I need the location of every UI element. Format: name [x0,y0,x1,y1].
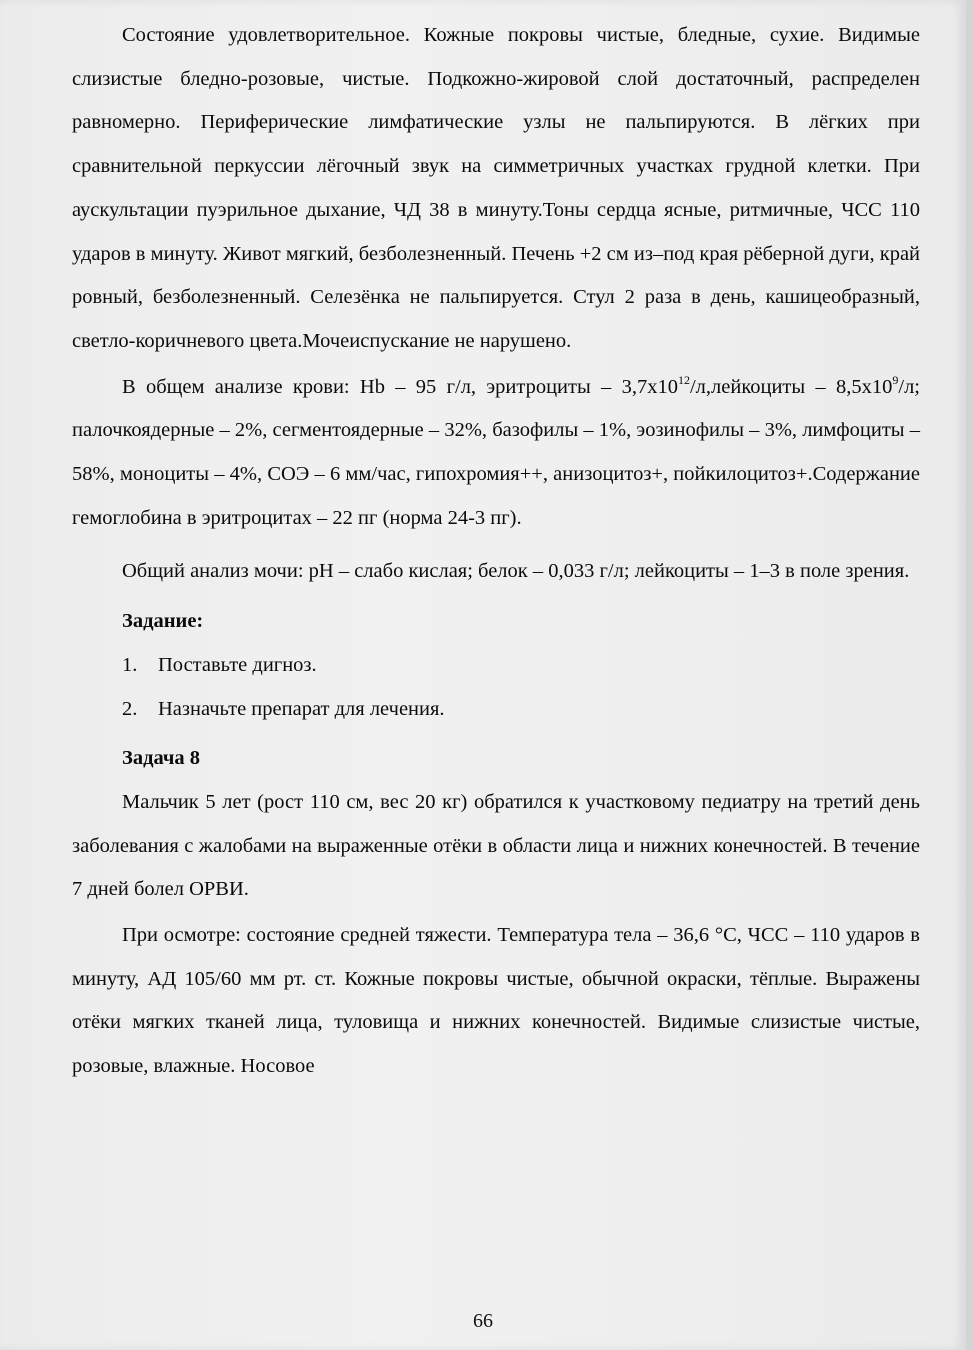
next-task-title: Задача 8 [122,747,201,770]
page-number: 66 [473,1310,493,1332]
task-number: 1. [122,653,138,676]
blood-test-text-2: /л,лейкоциты – 8,5х10 [689,375,893,398]
task-number: 2. [122,697,138,720]
urine-test-paragraph: Общий анализ мочи: pH – слабо кислая; белок – 0,033 г/л; лейкоциты – 1–3 в поле зрения. [122,560,910,583]
next-task-complaint-paragraph: Мальчик 5 лет (рост 110 см, вес 20 кг) обратился к участковому педиатру на третий день заболевания с жалобами на выраженные отёки в области лица и нижних конечностей. В течение 7 дней болел ОРВИ. [72,790,920,901]
blood-test-paragraph [72,366,920,541]
patient-status-paragraph: Состояние удовлетворительное. Кожные покровы чистые, бледные, сухие. Видимые слизистые бледно-розовые, чистые. Подкожно-жировой слой достаточный, распределен равномерно. Периферические лимфатические узлы не пальпируются. В лёгких при сравнительной перкуссии лёгочный звук на симметричных участках грудной клетки. При аускультации пуэрильное дыхание, ЧД 38 в минуту.Тоны сердца ясные, ритмичные, ЧСС 110 ударов в минуту. Живот мягкий, безболезненный. Печень +2 см из–под края рёберной дуги, край ровный, безболезненный. Селезёнка не пальпируется. Стул 2 раза в день, кашицеобразный, светло-коричневого цвета.Мочеиспускание не нарушено. [72,24,921,352]
task-item [72,688,920,732]
task-list [72,644,920,731]
task-text: Назначьте препарат для лечения. [158,697,445,720]
task-text: Поставьте дигноз. [158,653,317,676]
task-heading: Задание: [122,610,204,633]
blood-test-exponent-2: 9 [892,372,899,387]
page-content [72,14,920,1089]
next-task-exam-paragraph: При осмотре: состояние средней тяжести. Температура тела – 36,6 °С, ЧСС – 110 ударов в минуту, АД 105/60 мм рт. ст. Кожные покровы чистые, обычной окраски, тёплые. Выражены отёки мягких тканей лица, туловища и нижних конечностей. Видимые слизистые чистые, розовые, влажные. Носовое [72,924,920,1078]
blood-test-text-3: /л; палочкоядерные – 2%, сегментоядерные – 32%, базофилы – 1%, эозинофилы – 3%, лимфоциты – 58%, моноциты – 4%, СОЭ – 6 мм/час, гипохромия++, анизоцитоз+, пойкилоцитоз+.Содержание гемоглобина в эритроцитах – 22 пг (норма 24-3 пг). [72,375,920,529]
blood-test-exponent-1: 12 [677,372,690,387]
blood-test-text-1: В общем анализе крови: Hb – 95 г/л, эритроциты – 3,7х10 [122,375,678,398]
task-item [72,644,920,688]
